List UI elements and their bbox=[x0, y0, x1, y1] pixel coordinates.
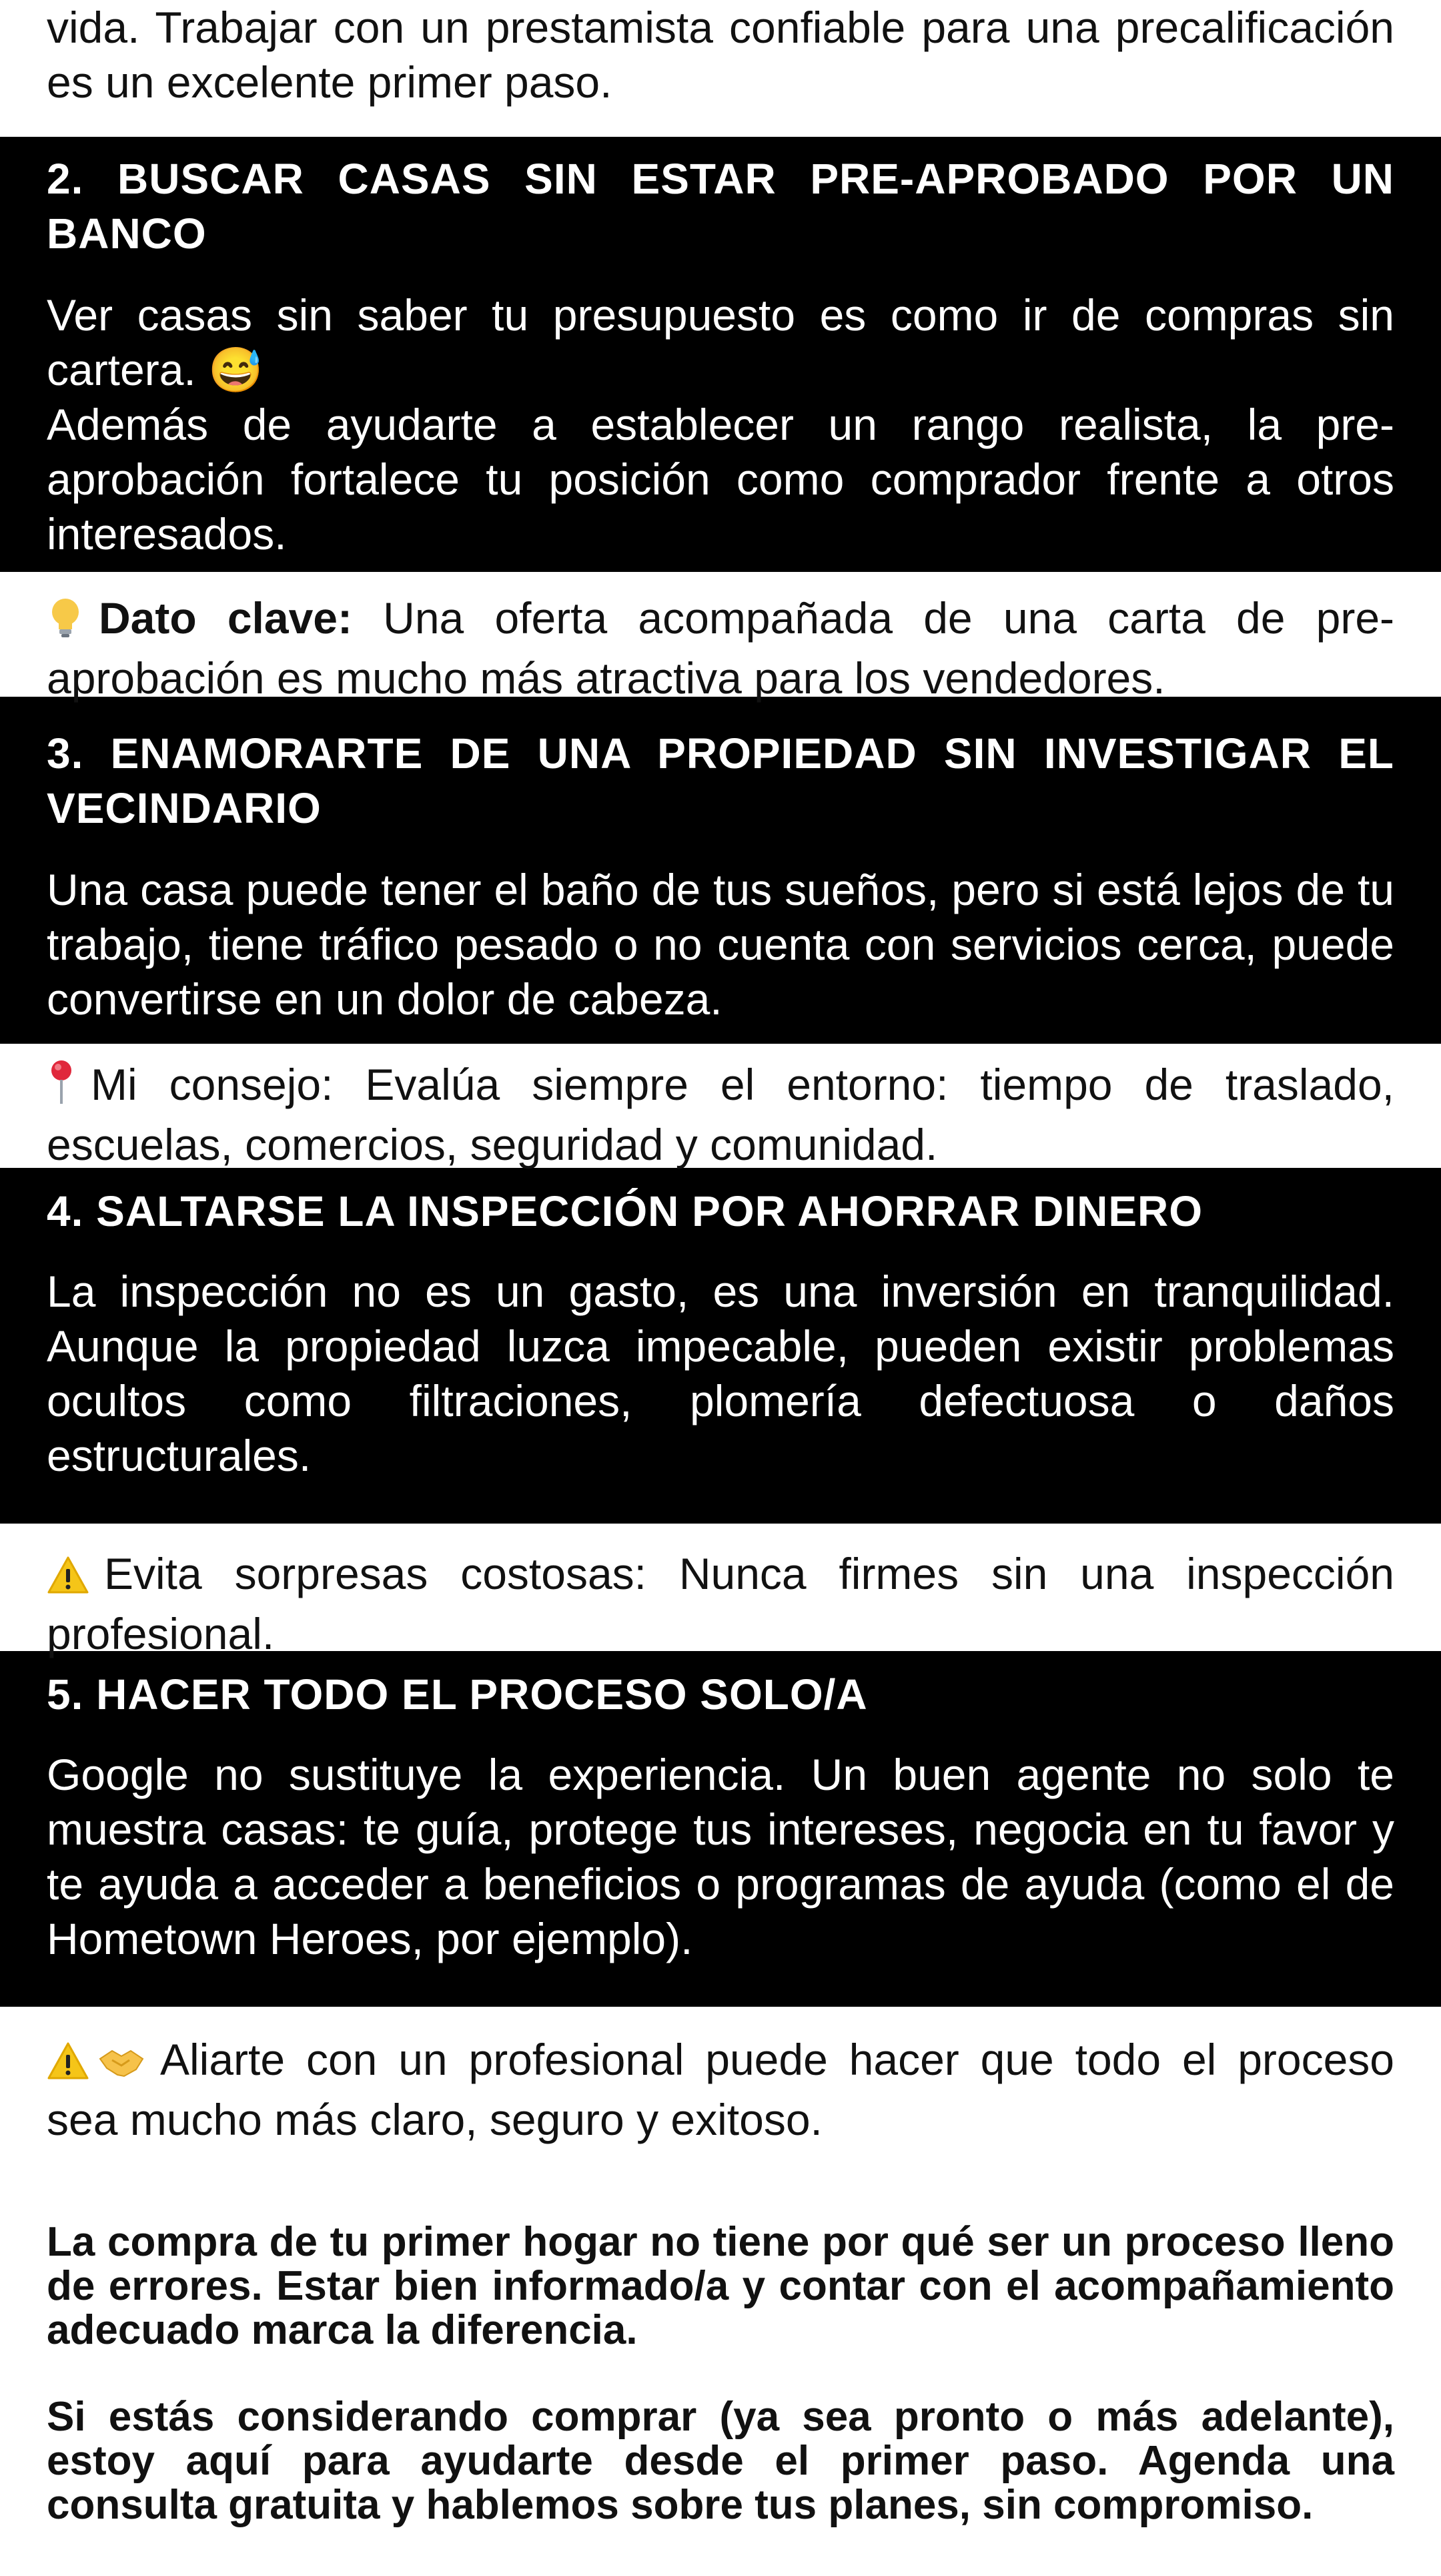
section-3-tip-text: Mi consejo: Evalúa siempre el entorno: tiempo de traslado, escuelas, comercios, seguridad y comunidad. bbox=[47, 1060, 1394, 1169]
section-4-tip-text: Evita sorpresas costosas: Nunca firmes sin una inspección profesional. bbox=[47, 1549, 1394, 1658]
section-3-body: Una casa puede tener el baño de tus sueños, pero si está lejos de tu trabajo, tiene tráfico pesado o no cuenta con servicios cerca, puede convertirse en un dolor de cabeza. bbox=[47, 865, 1394, 1024]
tip-bold-label: Dato clave: bbox=[99, 593, 352, 643]
section-2-tip bbox=[0, 572, 1441, 703]
closing-paragraph-2: Si estás considerando comprar (ya sea pronto o más adelante), estoy aquí para ayudarte desde el primer paso. Agenda una consulta gratuita y hablemos sobre tus planes, sin compromiso. bbox=[47, 2394, 1394, 2528]
section-3-tip bbox=[0, 1044, 1441, 1168]
section-5-block bbox=[0, 1651, 1441, 2007]
closing-block bbox=[0, 2007, 1441, 2576]
section-2-body-line1: Ver casas sin saber tu presupuesto es como ir de compras sin cartera. bbox=[47, 290, 1394, 394]
warning-icon bbox=[47, 1552, 89, 1606]
closing-paragraph-1: La compra de tu primer hogar no tiene por qué ser un proceso lleno de errores. Estar bien informado/a y contar con el acompañamiento adecuado marca la diferencia. bbox=[47, 2219, 1394, 2353]
section-2-block bbox=[0, 137, 1441, 572]
lightbulb-icon bbox=[47, 596, 84, 651]
section-3-block bbox=[0, 697, 1441, 1044]
intro-block bbox=[0, 0, 1441, 137]
section-2-heading: 2. BUSCAR CASAS SIN ESTAR PRE-APROBADO POR UN BANCO bbox=[47, 155, 1394, 258]
section-5-heading: 5. HACER TODO EL PROCESO SOLO/A bbox=[47, 1670, 868, 1718]
pin-icon bbox=[47, 1060, 76, 1117]
section-4-heading: 4. SALTARSE LA INSPECCIÓN POR AHORRAR DINERO bbox=[47, 1187, 1203, 1235]
handshake-icon bbox=[97, 2037, 145, 2092]
section-4-block bbox=[0, 1168, 1441, 1524]
section-4-tip bbox=[0, 1524, 1441, 1658]
section-3-heading: 3. ENAMORARTE DE UNA PROPIEDAD SIN INVESTIGAR EL VECINDARIO bbox=[47, 729, 1394, 832]
section-5-body: Google no sustituye la experiencia. Un buen agente no solo te muestra casas: te guía, protege tus intereses, negocia en tu favor y te ayuda a acceder a beneficios o programas de ayuda (como el de Hometown Heroes, por ejemplo). bbox=[47, 1750, 1394, 1963]
section-4-body: La inspección no es un gasto, es una inversión en tranquilidad. Aunque la propiedad luzca impecable, pueden existir problemas ocultos como filtraciones, plomería defectuosa o daños estructurales. bbox=[47, 1267, 1394, 1480]
section-2-body bbox=[47, 288, 1394, 561]
sweat-smile-emoji: 😅 bbox=[208, 345, 264, 394]
warning-icon bbox=[47, 2037, 89, 2092]
section-2-tip-text: Una oferta acompañada de una carta de pre-aprobación es mucho más atractiva para los vendedores. bbox=[47, 593, 1394, 703]
section-5-tip-text: Aliarte con un profesional puede hacer que todo el proceso sea mucho más claro, seguro y exitoso. bbox=[47, 2035, 1394, 2144]
section-5-tip bbox=[47, 2032, 1394, 2147]
intro-text: vida. Trabajar con un prestamista confiable para una precalificación es un excelente primer paso. bbox=[47, 3, 1394, 107]
section-2-body-line2: Además de ayudarte a establecer un rango realista, la pre-aprobación fortalece tu posición como comprador frente a otros interesados. bbox=[47, 400, 1394, 559]
